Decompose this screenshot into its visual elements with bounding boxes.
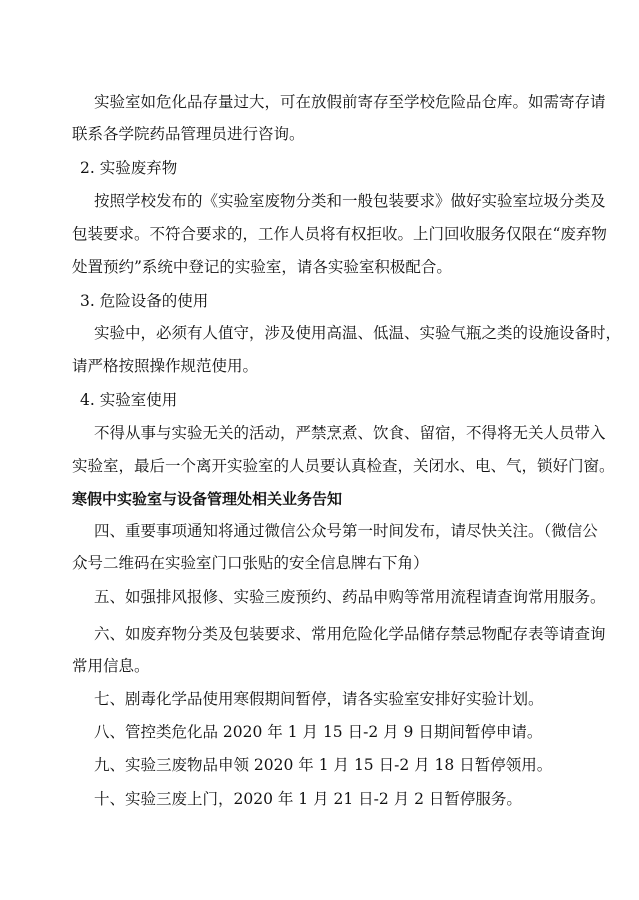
notice-item-line: 七、剧毒化学品使用寒假期间暂停，请各实验室安排好实验计划。 [94, 690, 544, 708]
notice-item-line: 众号二维码在实验室门口张贴的安全信息牌右下角） [72, 554, 429, 572]
section-heading: 2. 实验废弃物 [80, 159, 178, 177]
notice-item-line: 九、实验三废物品申领 2020 年 1 月 15 日-2 月 18 日暂停领用。 [94, 756, 553, 774]
paragraph-line: 不得从事与实验无关的活动，严禁烹煮、饮食、留宿，不得将无关人员带入 [94, 424, 606, 442]
paragraph-line: 实验室，最后一个离开实验室的人员要认真检查，关闭水、电、气，锁好门窗。 [72, 457, 615, 475]
notice-item-line: 六、如废弃物分类及包装要求、常用危险化学品储存禁忌物配存表等请查询 [94, 625, 606, 643]
paragraph-line: 实验中，必须有人值守，涉及使用高温、低温、实验气瓶之类的设施设备时， [94, 324, 622, 342]
paragraph-line: 请严格按照操作规范使用。 [72, 357, 259, 375]
notice-item-line: 四、重要事项通知将通过微信公众号第一时间发布，请尽快关注。（微信公 [94, 522, 598, 540]
section-heading: 3. 危险设备的使用 [80, 292, 209, 310]
notice-item-line: 八、管控类危化品 2020 年 1 月 15 日-2 月 9 日期间暂停申请。 [94, 723, 543, 741]
notice-item-line: 五、如强排风报修、实验三废预约、药品申购等常用流程请查询常用服务。 [94, 588, 606, 606]
paragraph-line: 实验室如危化品存量过大，可在放假前寄存至学校危险品仓库。如需寄存请 [94, 93, 606, 111]
paragraph-line: 处置预约”系统中登记的实验室，请各实验室积极配合。 [72, 258, 452, 276]
paragraph-line: 包装要求。不符合要求的，工作人员将有权拒收。上门回收服务仅限在“废弃物 [72, 225, 607, 243]
notice-item-line: 常用信息。 [72, 657, 150, 675]
paragraph-line: 联系各学院药品管理员进行咨询。 [72, 125, 305, 143]
notice-title: 寒假中实验室与设备管理处相关业务告知 [72, 490, 343, 508]
notice-item-line: 十、实验三废上门，2020 年 1 月 21 日-2 月 2 日暂停服务。 [94, 790, 522, 808]
paragraph-line: 按照学校发布的《实验室废物分类和一般包装要求》做好实验室垃圾分类及 [94, 192, 606, 210]
section-heading: 4. 实验室使用 [80, 391, 178, 409]
